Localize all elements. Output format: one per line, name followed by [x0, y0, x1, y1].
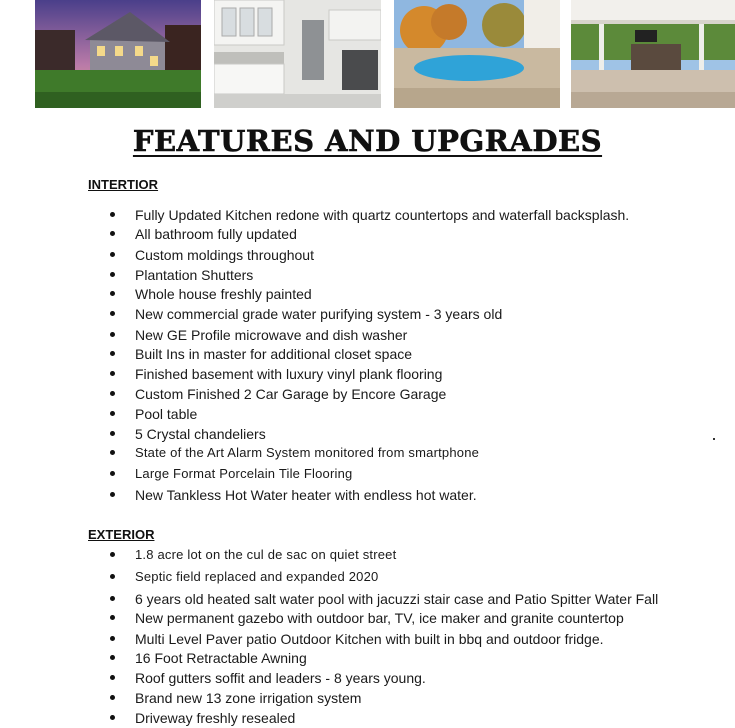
list-item-text: Driveway freshly resealed [135, 710, 296, 726]
bullet-icon [110, 311, 115, 316]
bullet-icon [110, 431, 115, 436]
list-item-text: Pool table [135, 406, 198, 422]
list-item-text: Large Format Porcelain Tile Flooring [135, 466, 353, 481]
bullet-icon [110, 655, 115, 660]
list-item-text: All bathroom fully updated [135, 226, 297, 242]
list-item-text: 6 years old heated salt water pool with jacuzzi stair case and Patio Spitter Water Fall [135, 591, 659, 607]
list-item [0, 545, 735, 565]
page-title: FEATURES AND UPGRADES [132, 124, 603, 158]
bullet-icon [110, 492, 115, 497]
bullet-icon [110, 450, 115, 455]
pool-photo [394, 0, 560, 108]
list-item [0, 464, 735, 484]
list-item-text: New GE Profile microwave and dish washer [135, 327, 408, 343]
interior-heading: INTERTIOR [88, 177, 159, 192]
list-item-text: Brand new 13 zone irrigation system [135, 690, 362, 706]
list-item [0, 245, 735, 265]
bullet-icon [110, 252, 115, 257]
exterior-heading: EXTERIOR [88, 527, 155, 542]
list-item-text: Built Ins in master for additional closet space [135, 346, 413, 362]
bullet-icon [110, 332, 115, 337]
list-item-text: 16 Foot Retractable Awning [135, 650, 307, 666]
list-item [0, 284, 735, 304]
list-item [0, 589, 735, 609]
list-item-text: 1.8 acre lot on the cul de sac on quiet street [135, 547, 397, 562]
bullet-icon [110, 715, 115, 720]
bullet-icon [110, 596, 115, 601]
list-item [0, 304, 735, 324]
list-item-text: Roof gutters soffit and leaders - 8 years young. [135, 670, 426, 686]
list-item [0, 364, 735, 384]
stray-mark [713, 438, 715, 440]
house-exterior-photo [35, 0, 201, 108]
bullet-icon [110, 291, 115, 296]
list-item [0, 344, 735, 364]
list-item-text: Fully Updated Kitchen redone with quartz countertops and waterfall backsplash. [135, 207, 630, 223]
list-item-text: Custom Finished 2 Car Garage by Encore Garage [135, 386, 447, 402]
bullet-icon [110, 351, 115, 356]
list-item [0, 384, 735, 404]
list-item [0, 424, 735, 444]
list-item [0, 567, 735, 587]
bullet-icon [110, 231, 115, 236]
list-item [0, 325, 735, 345]
list-item-text: Custom moldings throughout [135, 247, 314, 263]
list-item [0, 648, 735, 668]
list-item-text: Multi Level Paver patio Outdoor Kitchen with built in bbq and outdoor fridge. [135, 631, 604, 647]
list-item [0, 485, 735, 505]
list-item-text: New permanent gazebo with outdoor bar, TV, ice maker and granite countertop [135, 610, 624, 626]
list-item-text: New commercial grade water purifying system - 3 years old [135, 306, 503, 322]
list-item-text: 5 Crystal chandeliers [135, 426, 266, 442]
list-item [0, 265, 735, 285]
list-item [0, 443, 735, 463]
list-item-text: Finished basement with luxury vinyl plank flooring [135, 366, 443, 382]
bullet-icon [110, 471, 115, 476]
bullet-icon [110, 371, 115, 376]
list-item [0, 668, 735, 688]
bullet-icon [110, 552, 115, 557]
list-item-text: New Tankless Hot Water heater with endless hot water. [135, 487, 477, 503]
bullet-icon [110, 615, 115, 620]
list-item [0, 608, 735, 628]
bullet-icon [110, 411, 115, 416]
list-item [0, 688, 735, 708]
list-item [0, 708, 735, 728]
bullet-icon [110, 391, 115, 396]
list-item [0, 404, 735, 424]
list-item [0, 224, 735, 244]
list-item [0, 629, 735, 649]
bullet-icon [110, 695, 115, 700]
bullet-icon [110, 636, 115, 641]
bullet-icon [110, 272, 115, 277]
list-item [0, 205, 735, 225]
list-item-text: State of the Art Alarm System monitored from smartphone [135, 445, 480, 460]
kitchen-photo [214, 0, 381, 108]
list-item-text: Plantation Shutters [135, 267, 254, 283]
list-item-text: Septic field replaced and expanded 2020 [135, 569, 379, 584]
list-item-text: Whole house freshly painted [135, 286, 312, 302]
bullet-icon [110, 574, 115, 579]
bullet-icon [110, 675, 115, 680]
bullet-icon [110, 212, 115, 217]
gazebo-photo [571, 0, 735, 108]
